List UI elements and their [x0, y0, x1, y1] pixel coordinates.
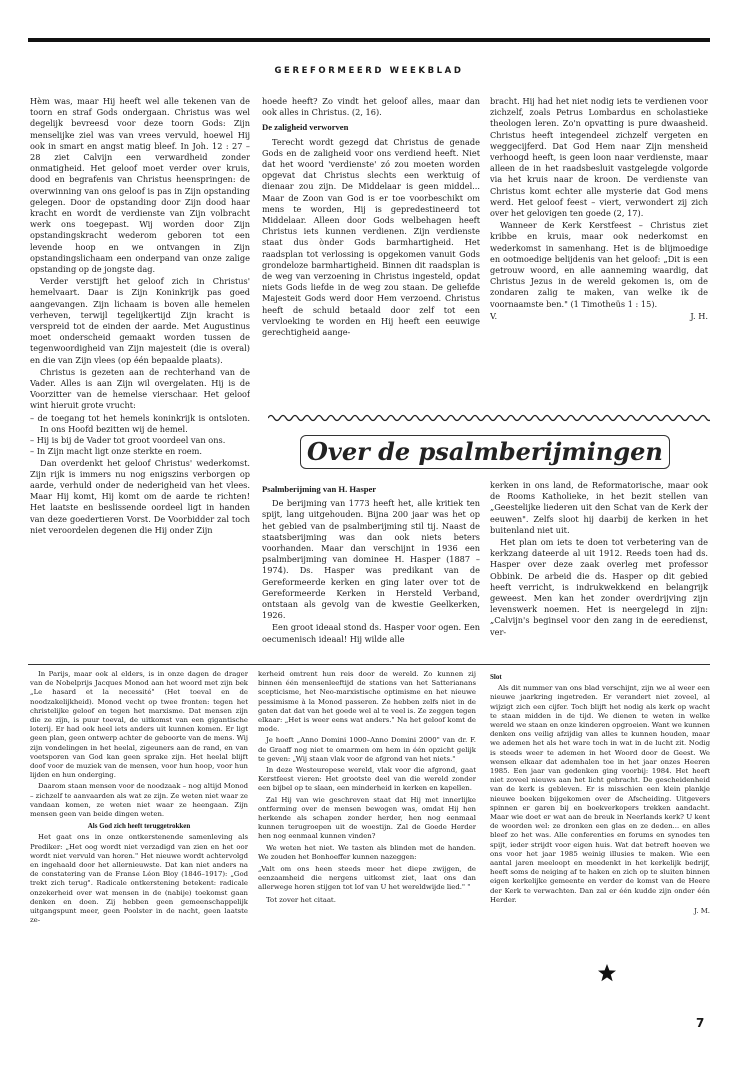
paragraph: We weten het niet. We tasten als blinden met de handen. We zouden het Bonhoeffer kunnen nazeggen:	[258, 843, 476, 861]
paragraph: kerheid omtrent hun reis door de wereld. Zo kunnen zij binnen één mensenleeftijd de stations van het Satterianans scepticisme, het Neo-marxistische optimisme en het nieuwe pessimisme à la Monod passeren. Ze hebben zelfs niet in de gaten dat dat van het goede wel al te veel is. Ze zeggen tegen elkaar: „Het is weer eens wat anders." Na het geloof komt de mode.	[258, 670, 476, 734]
list-item: – In Zijn macht ligt onze sterkte en roem.	[30, 446, 202, 457]
paragraph: kerken in ons land, de Reformatorische, maar ook de Rooms Katholieke, in het bezit stellen van „Geestelijke liederen uit den Schat van de Kerk der eeuwen". Zelfs sloot hij daarbij de kerken in het buitenland niet uit.	[490, 480, 708, 535]
section-heading: Als God zich heeft teruggetrokken	[87, 822, 191, 831]
psalm-column-left	[262, 480, 480, 660]
section-heading: Psalmberijming van H. Hasper	[262, 484, 377, 494]
wavy-divider	[268, 412, 710, 424]
signature	[490, 311, 708, 322]
page-number: 7	[696, 1016, 705, 1030]
small-column-1	[30, 670, 248, 1006]
header-rule	[28, 38, 710, 42]
quote: „Valt om ons heen steeds meer het diepe zwijgen, de eenzaamheid die nergens uitkomst ziet, laat ons dan allerwege horen stijgen tot lof van U het wereldwijde lied." "	[258, 865, 476, 892]
column-2	[262, 96, 480, 402]
paragraph: Tot zover het citaat.	[266, 895, 336, 904]
section-divider	[28, 664, 710, 665]
paragraph: De berijming van 1773 heeft het, alle kritiek ten spijt, lang uitgehouden. Bijna 200 jaar was het op het gebied van de psalmberijming stil tij. Naast de staatsberijming was dan ook niets beters voorhanden. Maar dan verschijnt in 1936 een psalmberijming van dominee H. Hasper (1887 – 1974). Ds. Hasper was predikant van de Gereformeerde kerken en ging later over tot de Gereformeerde Kerken in Hersteld Verband, ontstaan als gevolg van de kwestie Geelkerken, 1926.	[262, 498, 480, 621]
psalm-column-right	[490, 480, 708, 660]
paragraph: hoede heeft? Zo vindt het geloof alles, maar dan ook alles in Christus. (2, 16).	[262, 96, 480, 118]
small-column-3	[490, 670, 710, 960]
paragraph: Je hoeft „Anno Domini 1000–Anno Domini 2000" van dr. F. de Graaff nog niet te omarmen om hem in één opzicht gelijk te geven: „Wij staan vlak voor de afgrond van het niets."	[258, 736, 476, 763]
paragraph: bracht. Hij had het niet nodig iets te verdienen voor zichzelf, zoals Petrus Lombardus en scholastieke theologen leren. Zo'n opvatting is pure dwaasheid. Christus heeft integendeel zichzelf vergeten en weggecijferd. Dat God Hem naar Zijn mensheid verhoogd heeft, is geen loon naar verdienste, maar alleen de in het raadsbesluit vastgelegde volgorde via het kruis naar de kroon. De verdienste van Christus komt echter alle mysterie dat God mens werd. Het geloof feest – viert, verwondert zij zich over het gelovigen ten goede (2, 17).	[490, 96, 708, 219]
list-item: – Hij is bij de Vader tot groot voordeel van ons.	[30, 435, 226, 446]
paragraph: In deze Westeuropese wereld, vlak voor die afgrond, gaat Kerstfeest vieren: Het grootste deel van die wereld zonder een bijbel op te slaan, een minderheid in kerken en kapellen.	[258, 766, 476, 793]
column-1	[30, 96, 250, 658]
bullet-list	[30, 413, 250, 458]
paragraph: Wanneer de Kerk Kerstfeest – Christus ziet kribbe en kruis, maar ook nederkomst en wederkomst in samenhang. Het is de blijmoedige en ootmoedige belijdenis van het geloof: „Dit is een getrouw woord, en alle aanneming waardig, dat Christus Jezus in de wereld gekomen is, om de zondaren zalig te maken, van welke ik de voornaamste ben." (1 Timotheüs 1 : 15).	[490, 220, 708, 309]
paragraph: Terecht wordt gezegd dat Christus de genade Gods en de zaligheid voor ons verdiend heeft. Niet dat het woord 'verdienste' zó zou moeten worden opgevat dat Christus slechts een werktuig of dienaar zou zijn. De Middelaar is geen middel... Maar de Zoon van God is er toe voorbeschikt om mens te worden, Hij is gepredestineerd tot Middelaar. Alleen door Gods welbehagen heeft Christus iets kunnen verdienen. Zijn verdienste staat dus ònder Gods barmhartigheid. Het raadsplan tot verlossing is opgekomen vanuit Gods grondeloze barmhartigheid. Binnen dit raadsplan is de weg van verzoening in Christus ingesteld, opdat niets Gods liefde in de weg zou staan. De geliefde Majesteit Gods werd door Hem verzoend. Christus heeft de schuld betaald door zelf tot een vervloeking te worden en Hij heeft een eeuwige gerechtigheid aange-	[262, 136, 480, 338]
paragraph: Christus is gezeten aan de rechterhand van de Vader. Alles is aan Zijn wil overgelaten. Hij is de Voorzitter van de hemelse vierschaar. Het geloof wint hieruit grote vrucht:	[30, 366, 250, 411]
small-column-2	[258, 670, 476, 1006]
column-3	[490, 96, 708, 402]
paragraph: Als dit nummer van ons blad verschijnt, zijn we al weer een nieuwe jaarkring ingetreden. Er verandert niet zoveel, al wijzigt zich een cijfer. Toch blijft het nodig als kerk op wacht te staan midden in de tijd. We dienen te weten in welke wereld we staan en onze kinderen opgroeien. Want we kunnen denken ons veilig afzijdig van alles te kunnen houden, maar we ademen het als het ware toch in wat in de lucht zit. Nodig is steeds weer te ademen in het Woord door de Geest. We wensen elkaar dat ademhalen toe in het jaar onzes Heeren 1985. Een jaar van gedenken ging voorbij: 1984. Het heeft niet zoveel nieuws aan het licht gebracht. De gescheidenheid van de kerk is gebleven. Er is misschien een klein plankje nieuwe boeken bijgekomen over de Afscheiding. Uitgevers spinnen er garen bij en boekverkopers trekken aandacht. Maar wie doet er wat aan de breuk in Neerlands kerk? U kent de woorden wel: ze dronken een glas en ze deden... en alles bleef zo het was. Alle conferenties en forums en synodes ten spijt, ieder strijdt voor eigen huis. Wat dat betreft hoeven we ons voor het jaar 1985 weinig illusies te maken. Wie een aantal jaren meeloopt en meedenkt in het kerkelijk bedrijf, heeft soms de neiging af te haken en zich op te sluiten binnen eigen kerkelijke gemeente en verder de komst van de Heere der Kerk te verwachten. Dan zal er één kudde zijn onder één Herder.	[490, 684, 710, 904]
paragraph: Dan overdenkt het geloof Christus' wederkomst. Zijn rijk is immers nu nog enigszins verborgen op aarde, verhuld onder de nederigheid van het vlees. Maar Hij komt, Hij komt om de aarde te richten! Het laatste en beslissende oordeel ligt in handen van deze goedertieren Vorst. De Voorbidder zal toch niet veroordelen degenen die Hij onder Zijn	[30, 457, 250, 535]
paragraph: Verder verstijft het geloof zich in Christus' hemelvaart. Daar is Zijn Koninkrijk pas goed aangevangen. Zijn lichaam is boven alle hemelen verheven, terwijl tegelijkertijd Zijn kracht is verspreid tot de einden der aarde. Met Augustinus moet onderscheid gemaakt worden tussen de tegenwoordigheid van Zijn majesteit (die is overal) en die van Zijn vlees (op één bepaalde plaats).	[30, 276, 250, 365]
article-headline	[300, 428, 720, 476]
paragraph: Zal Hij van wie geschreven staat dat Hij met innerlijke ontferming over de mensen bewogen was, omdat Hij hen herkende als schapen zonder herder, hen nog eenmaal kunnen terugroepen uit de woestijn. Zal de Goede Herder hen nog eenmaal kunnen vinden?	[258, 795, 476, 841]
list-item: – de toegang tot het hemels koninkrijk is ontsloten. In ons Hoofd bezitten wij de hemel.	[30, 412, 250, 434]
paragraph: Een groot ideaal stond ds. Hasper voor ogen. Een oecumenisch ideaal! Hij wilde alle	[262, 622, 480, 644]
signature-left: V.	[490, 310, 498, 321]
paragraph: Het gaat ons in onze ontkerstenende samenleving als Prediker: „Het oog wordt niet verzadigd van zien en het oor wordt niet vervuld van horen." Het nieuwe wordt achtervolgd en ingehaald door het allernieuwste. Dat kan niet anders na de constatering van de Franse Léon Bloy (1846–1917): „God trekt zich terug". Radicale ontkerstening betekent: radicale onzekerheid over wat mensen in de (nabije) toekomst gaan denken en doen. Zij hebben geen gemeenschappelijk uitgangspunt meer, geen Poolster in de nacht, geen laatste ze-	[30, 833, 248, 925]
star-icon	[597, 963, 617, 983]
headline-text: Over de psalmberijmingen	[300, 435, 670, 469]
publication-title: GEREFORMEERD WEEKBLAD	[274, 66, 464, 76]
paragraph: Hèm was, maar Hij heeft wel alle tekenen van de toorn en straf Gods ondergaan. Christus was wel degelijk bevreesd voor deze toorn Gods: Zijn menselijke ziel was van vrees vervuld, hoewel Hij ook in smart en angst matig bleef. In Joh. 12 : 27 – 28 ziet Calvijn een verwardheid zonder onmatigheid. Het geloof moet verder over kruis, dood en begrafenis van Christus heenspringen: de overwinning van ons geloof is pas in Zijn opstanding gelegen. Door de opstanding door Zijn dood haar kracht en wordt de verdienste van Zijn volbracht werk ons toegepast. Wij worden door Zijn opstandingskracht wederom geboren tot een levende hoop en we ontvangen in Zijn opstandingslichaam een onderpand van onze zalige opstanding op de jongste dag.	[30, 96, 250, 275]
section-heading: De zaligheid verworven	[262, 122, 349, 133]
section-heading: Slot	[490, 673, 502, 681]
signature-right: J. H.	[690, 310, 708, 321]
paragraph: Daarom staan mensen voor de noodzaak – nog altijd Monod – zichzelf te aanvaarden als wat ze zijn. Ze weten niet waar ze vandaan komen, ze weten niet waar ze heengaan. Zijn mensen geen van beide dingen weten.	[30, 782, 248, 819]
paragraph: In Parijs, maar ook al elders, is in onze dagen de drager van de Nobelprijs Jacques Monod aan het woord met zijn bek „Le hasard et la necessité" (Het toeval en de noodzakelijkheid). Monod vecht op twee fronten: tegen het christelijke geloof en tegen het marxisme. Dat mensen zijn die ze zijn, is puur toeval, de uitkomst van een gigantische loterij. Er had ook heel iets anders uit kunnen komen. Er ligt geen plan, geen ontwerp achter de geboorte van de mens. Wij zijn vondelingen in het heelal, zigeuners aan de rand, en van voetsporen van God kan geen sprake zijn. Het heelal blijft doof voor de muziek van de mensen, voor hun hoop, voor hun lijden en hun onderging.	[30, 670, 248, 780]
signature: J. M.	[694, 907, 710, 916]
paragraph: Het plan om iets te doen tot verbetering van de kerkzang dateerde al uit 1912. Reeds toen had ds. Hasper over deze zaak overleg met professor Obbink. De arbeid die ds. Hasper op dit gebied heeft verricht, is indrukwekkend en belangrijk geweest. Men kan het zonder overdrijving zijn levenswerk noemen. Het is neergelegd in zijn: „Calvijn's beginsel voor den zang in de eeredienst, ver-	[490, 537, 708, 637]
